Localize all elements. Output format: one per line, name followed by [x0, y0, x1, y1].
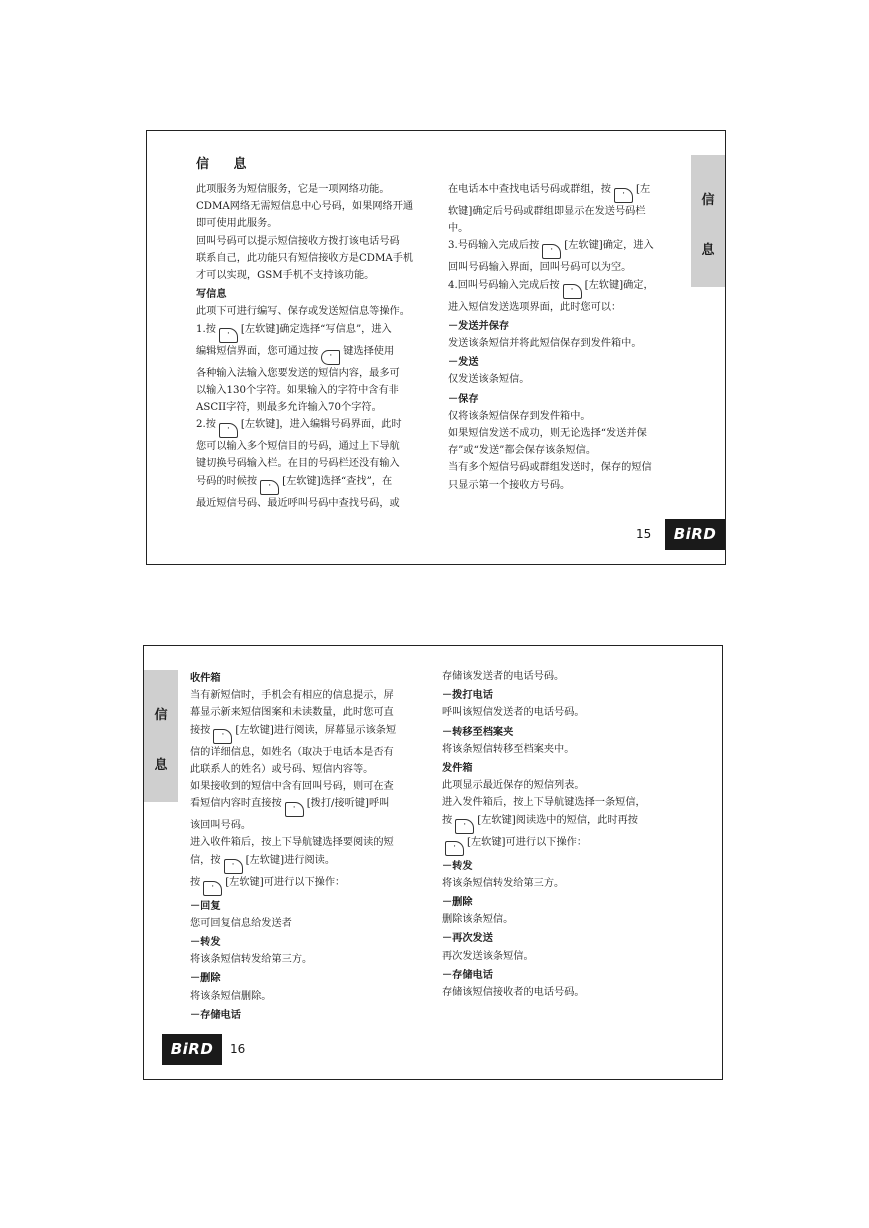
text-segment: 仅发送该条短信。 — [448, 374, 530, 386]
text-line — [190, 852, 430, 874]
text-segment: 看短信内容时直接按 — [190, 798, 282, 810]
text-segment: [左软键]确定，进入 — [564, 240, 654, 252]
text-segment: －删除 — [442, 897, 473, 909]
text-segment: －回复 — [190, 900, 221, 912]
section-heading — [190, 898, 430, 915]
tab-char-top: 信 — [701, 193, 715, 208]
section-heading — [196, 286, 436, 303]
text-segment: 将该条短信转移至档案夹中。 — [442, 743, 575, 755]
text-line — [190, 687, 430, 704]
text-segment: CDMA网络无需短信息中心号码，如果网络开通 — [196, 201, 414, 213]
text-line — [448, 425, 688, 442]
text-line — [448, 408, 688, 425]
page-number: 15 — [636, 527, 652, 541]
text-line — [448, 277, 688, 299]
text-line — [196, 250, 436, 267]
text-segment: ASCII字符，则最多允许输入70个字符。 — [196, 402, 382, 414]
text-line — [196, 215, 436, 232]
text-segment: 3.号码输入完成后按 — [448, 240, 540, 252]
text-segment: 如果接收到的短信中含有回叫号码，则可在查 — [190, 781, 394, 793]
text-line — [196, 303, 436, 320]
text-segment: 信，按 — [190, 854, 221, 866]
text-line — [196, 438, 436, 455]
text-segment: 存储该发送者的电话号码。 — [442, 671, 565, 682]
text-segment: [左软键]进行阅读。 — [245, 854, 336, 866]
manual-page-16 — [143, 645, 723, 1080]
text-line — [448, 335, 688, 352]
section-heading — [190, 970, 430, 987]
text-line — [196, 416, 436, 438]
text-segment: [左软键]确定， — [584, 279, 654, 291]
text-segment: 收件箱 — [190, 673, 221, 684]
text-segment: 呼叫该短信发送者的电话号码。 — [442, 707, 585, 719]
text-line — [196, 399, 436, 416]
text-line — [442, 834, 682, 856]
section-heading — [442, 760, 682, 777]
text-segment: 存”或“发送”都会保存该条短信。 — [448, 445, 597, 457]
text-segment: －转移至档案夹 — [442, 726, 514, 738]
text-line — [448, 371, 688, 388]
text-line — [448, 459, 688, 476]
text-line — [190, 704, 430, 721]
section-heading — [442, 724, 682, 741]
text-line — [196, 321, 436, 343]
text-segment: 2.按 — [196, 419, 216, 431]
text-segment: [左软键]确定选择“写信息”，进入 — [240, 323, 392, 335]
text-segment: －拨打电话 — [442, 690, 493, 702]
left-soft-key-icon: · — [219, 328, 238, 343]
section-heading — [448, 318, 688, 335]
text-segment: 您可以输入多个短信目的号码，通过上下导航 — [196, 441, 400, 453]
nav-key-icon: · — [321, 350, 340, 365]
page-title: 信 息 — [196, 157, 257, 172]
text-line — [448, 237, 688, 259]
text-segment: 1.按 — [196, 323, 216, 335]
text-line — [196, 495, 436, 512]
text-line — [196, 365, 436, 382]
text-segment: 将该条短信转发给第三方。 — [442, 877, 565, 889]
left-soft-key-icon: · — [563, 284, 582, 299]
text-segment: 当有多个短信号码或群组发送时，保存的短信 — [448, 462, 652, 474]
right-column — [442, 668, 682, 1001]
text-line — [442, 668, 682, 685]
text-line — [448, 203, 688, 220]
text-line — [448, 299, 688, 316]
text-segment: 才可以实现，GSM手机不支持该功能。 — [196, 270, 375, 282]
left-soft-key-icon: · — [455, 819, 474, 834]
text-line — [190, 874, 430, 896]
text-line — [196, 455, 436, 472]
text-line — [196, 267, 436, 284]
text-segment: 当有新短信时，手机会有相应的信息提示，屏 — [190, 690, 394, 702]
section-heading — [442, 967, 682, 984]
section-heading — [190, 1007, 430, 1024]
text-segment: 此项下可进行编写、保存或发送短信息等操作。 — [196, 306, 410, 318]
text-segment: －存储电话 — [190, 1009, 241, 1021]
tab-char-bottom: 息 — [701, 243, 715, 258]
text-line — [196, 382, 436, 399]
text-segment: 以输入130个字符。如果输入的字符中含有非 — [196, 384, 399, 396]
text-segment: 写信息 — [196, 289, 227, 301]
text-segment: 接按 — [190, 724, 211, 736]
text-segment: －存储电话 — [442, 969, 493, 981]
text-segment: 键选择使用 — [343, 345, 395, 357]
text-segment: 编辑短信界面，您可通过按 — [196, 345, 319, 357]
text-segment: 删除该条短信。 — [442, 914, 514, 926]
text-line — [448, 259, 688, 276]
text-line — [196, 233, 436, 250]
section-heading — [190, 934, 430, 951]
text-line — [448, 181, 688, 203]
text-segment: 4.回叫号码输入完成后按 — [448, 279, 560, 291]
text-segment: 此项服务为短信服务，它是一项网络功能。 — [196, 184, 390, 195]
text-segment: 如果短信发送不成功，则无论选择“发送并保 — [448, 428, 647, 440]
text-segment: 此项显示最近保存的短信列表。 — [442, 780, 585, 792]
text-segment: 您可回复信息给发送者 — [190, 917, 292, 929]
text-segment: 回叫号码可以提示短信接收方拨打该电话号码 — [196, 235, 400, 247]
text-segment: 键切换号码输入栏。在目的号码栏还没有输入 — [196, 458, 400, 470]
section-heading — [442, 930, 682, 947]
text-segment: 存储该短信接收者的电话号码。 — [442, 987, 585, 999]
text-segment: [左软键]，进入编辑号码界面，此时 — [240, 419, 402, 431]
tab-char-bottom: 息 — [154, 758, 168, 773]
text-segment: [左 — [636, 184, 651, 195]
text-segment: 发送该条短信并将此短信保存到发件箱中。 — [448, 338, 642, 350]
left-soft-key-icon: · — [542, 244, 561, 259]
text-segment: 信的详细信息，如姓名（取决于电话本是否有 — [190, 746, 394, 758]
text-line — [442, 984, 682, 1001]
text-segment: 按 — [442, 814, 453, 826]
call-key-icon: · — [285, 802, 304, 817]
text-segment: 即可使用此服务。 — [196, 218, 278, 230]
text-segment: 仅将该条短信保存到发件箱中。 — [448, 410, 591, 422]
section-heading — [448, 354, 688, 371]
text-line — [442, 794, 682, 811]
section-tab — [691, 155, 725, 287]
text-line — [196, 473, 436, 495]
text-segment: [左软键]进行阅读，屏幕显示该条短 — [235, 724, 397, 736]
left-soft-key-icon: · — [445, 841, 464, 856]
text-segment: －发送并保存 — [448, 320, 510, 332]
text-segment: －删除 — [190, 973, 221, 985]
bird-logo: BiRD — [665, 519, 725, 550]
text-segment: 该回叫号码。 — [190, 820, 252, 832]
text-segment: 将该条短信删除。 — [190, 990, 272, 1002]
page-number: 16 — [230, 1042, 246, 1056]
text-line — [442, 875, 682, 892]
text-segment: 按 — [190, 876, 201, 888]
text-segment: 将该条短信转发给第三方。 — [190, 954, 313, 966]
section-heading — [190, 670, 430, 687]
text-segment: 幕显示新来短信图案和未读数量，此时您可直 — [190, 707, 394, 719]
text-line — [442, 911, 682, 928]
text-segment: 此联系人的姓名）或号码、短信内容等。 — [190, 763, 374, 775]
section-heading — [448, 391, 688, 408]
text-line — [190, 744, 430, 761]
text-segment: [拨打/接听键]呼叫 — [306, 798, 390, 810]
text-segment: －转发 — [442, 860, 473, 872]
right-column — [448, 181, 688, 494]
text-line — [196, 181, 436, 198]
left-column — [196, 181, 436, 512]
text-line — [442, 704, 682, 721]
text-line — [448, 220, 688, 237]
text-segment: 只显示第一个接收方号码。 — [448, 479, 571, 491]
text-line — [190, 722, 430, 744]
manual-page-15 — [146, 130, 726, 565]
left-soft-key-icon: · — [203, 881, 222, 896]
text-segment: [左软键]可进行以下操作： — [467, 836, 588, 848]
left-soft-key-icon: · — [224, 859, 243, 874]
text-line — [190, 834, 430, 851]
text-segment: [左软键]可进行以下操作： — [225, 876, 346, 888]
text-line — [190, 915, 430, 932]
text-line — [190, 817, 430, 834]
text-segment: 进入发件箱后，按上下导航键选择一条短信， — [442, 797, 646, 809]
left-column — [190, 668, 430, 1024]
text-line — [190, 988, 430, 1005]
text-segment: 进入短信发送选项界面，此时您可以： — [448, 301, 622, 313]
section-heading — [442, 894, 682, 911]
left-soft-key-icon: · — [219, 423, 238, 438]
text-segment: 各种输入法输入您要发送的短信内容，最多可 — [196, 367, 400, 379]
text-line — [442, 812, 682, 834]
text-line — [442, 948, 682, 965]
left-soft-key-icon: · — [213, 729, 232, 744]
tab-char-top: 信 — [154, 708, 168, 723]
text-segment: －保存 — [448, 393, 479, 405]
text-segment: －再次发送 — [442, 933, 493, 945]
text-line — [448, 442, 688, 459]
bird-logo: BiRD — [162, 1034, 222, 1065]
text-line — [190, 951, 430, 968]
text-line — [448, 477, 688, 494]
text-segment: －发送 — [448, 357, 479, 369]
section-tab — [144, 670, 178, 802]
text-segment: 在电话本中查找电话号码或群组，按 — [448, 184, 611, 195]
text-segment: 进入收件箱后，按上下导航键选择要阅读的短 — [190, 837, 394, 849]
text-segment: 号码的时候按 — [196, 475, 258, 487]
text-segment: －转发 — [190, 937, 221, 949]
text-segment: 最近短信号码、最近呼叫号码中查找号码，或 — [196, 497, 400, 509]
section-heading — [442, 858, 682, 875]
text-line — [190, 778, 430, 795]
text-line — [442, 741, 682, 758]
text-segment: 发件箱 — [442, 763, 473, 775]
text-segment: 软键]确定后号码或群组即显示在发送号码栏 — [448, 206, 646, 217]
text-segment: 联系自己，此功能只有短信接收方是CDMA手机 — [196, 252, 414, 264]
left-soft-key-icon: · — [260, 480, 279, 495]
text-segment: [左软键]选择“查找”，在 — [282, 475, 393, 487]
text-segment: 再次发送该条短信。 — [442, 950, 534, 962]
text-line — [196, 343, 436, 365]
text-segment: 中。 — [448, 223, 469, 235]
text-line — [196, 198, 436, 215]
section-heading — [442, 687, 682, 704]
text-segment: 回叫号码输入界面，回叫号码可以为空。 — [448, 262, 632, 274]
text-line — [442, 777, 682, 794]
text-segment: [左软键]阅读选中的短信，此时再按 — [477, 814, 638, 826]
text-line — [190, 795, 430, 817]
text-line — [190, 761, 430, 778]
left-soft-key-icon: · — [614, 188, 633, 203]
